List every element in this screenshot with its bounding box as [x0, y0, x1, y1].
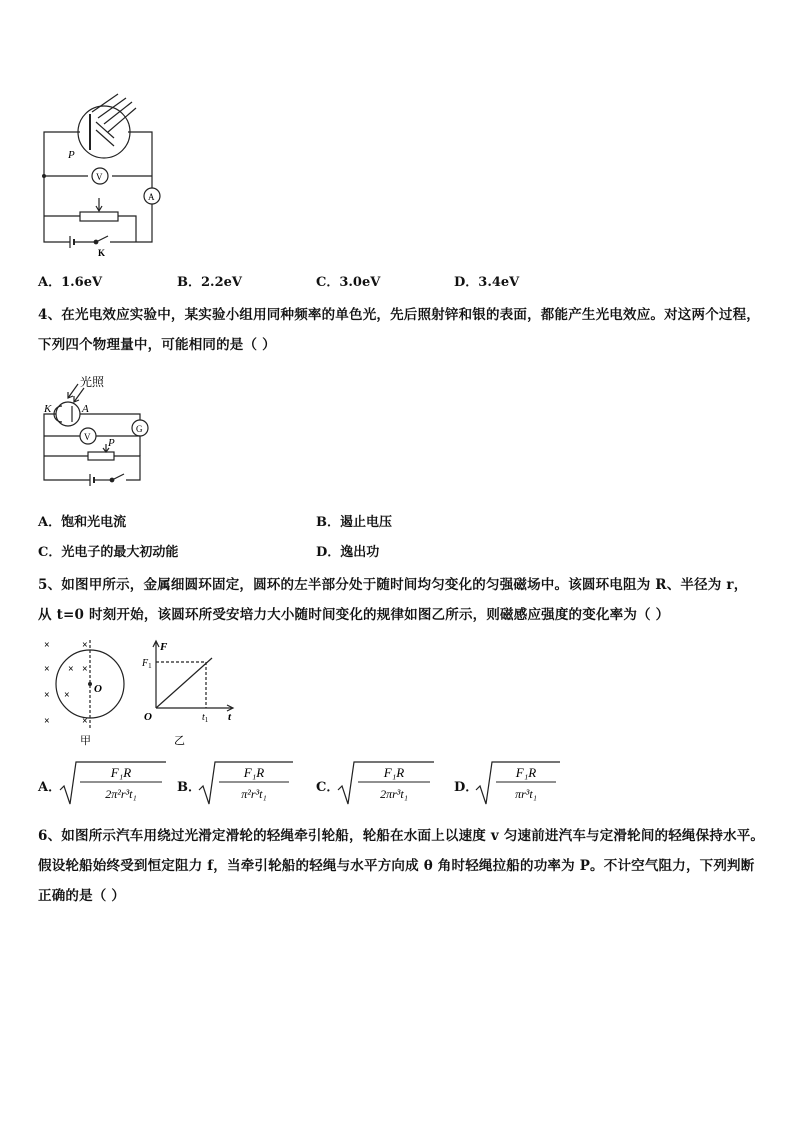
- q3-label-a: A: [148, 192, 155, 202]
- q5-figure-ring: [36, 636, 136, 746]
- q3-option-a[interactable]: A．1.6eV: [38, 275, 103, 290]
- q4-option-c[interactable]: C．光电子的最大初动能: [38, 545, 179, 560]
- q4-stem-line-1: 4、在光电效应实验中，某实验小组用同种频率的单色光，先后照射锌和银的表面，都能产生光电效应。对这两个过程，: [38, 307, 760, 323]
- q4-label-k: K: [44, 403, 52, 415]
- q5-graph-x-tick: $t_1$: [202, 712, 209, 724]
- q5-ring-center-label: O: [94, 683, 102, 695]
- svg-text:πr³t₁: πr³t₁: [515, 787, 537, 801]
- q4-option-d[interactable]: D．逸出功: [316, 545, 380, 560]
- q6-stem-line-3: 正确的是（ ）: [38, 888, 126, 904]
- q5-option-d-formula: [474, 760, 564, 808]
- q5-caption-a: 甲: [80, 735, 91, 746]
- q5-graph-y-tick: $F_1$: [142, 658, 152, 670]
- q5-graph-x-axis: t: [228, 711, 232, 723]
- q5-caption-b: 乙: [174, 735, 185, 746]
- q5-stem-line-1: 5、如图甲所示，金属细圆环固定，圆环的左半部分处于随时间均匀变化的匀强磁场中。该圆环电阻为 R、半径为 r，: [38, 577, 748, 593]
- svg-text:×: ×: [44, 664, 50, 675]
- q5-stem-line-2: 从 t=0 时刻开始，该圆环所受安培力大小随时间变化的规律如图乙所示，则磁感应强度的变化率为（ ）: [38, 607, 670, 623]
- q5-graph-y-axis: F: [160, 641, 168, 653]
- q4-label-v: V: [84, 432, 91, 442]
- svg-text:×: ×: [82, 640, 88, 651]
- svg-text:×: ×: [44, 716, 50, 727]
- svg-text:F₁R: F₁R: [515, 765, 537, 780]
- q3-circuit-diagram: [40, 92, 170, 260]
- svg-text:F₁R: F₁R: [110, 765, 132, 780]
- svg-text:×: ×: [44, 640, 50, 651]
- q4-label-a: A: [82, 403, 89, 415]
- q4-stem-line-2: 下列四个物理量中，可能相同的是（ ）: [38, 337, 276, 353]
- q4-option-b[interactable]: B．遏止电压: [316, 515, 393, 530]
- svg-text:×: ×: [68, 664, 74, 675]
- svg-text:×: ×: [64, 690, 70, 701]
- svg-text:2π²r³t₁: 2π²r³t₁: [105, 787, 137, 801]
- q3-option-c[interactable]: C．3.0eV: [316, 275, 381, 290]
- svg-text:×: ×: [82, 664, 88, 675]
- q5-option-b-formula: [197, 760, 297, 808]
- q5-option-a-formula: [58, 760, 168, 808]
- q3-label-p: P: [68, 149, 75, 161]
- q5-graph-origin: O: [144, 711, 152, 723]
- q5-figure-graph: [140, 636, 240, 746]
- q4-option-a[interactable]: A．饱和光电流: [38, 515, 127, 530]
- q5-option-c-formula: [336, 760, 436, 808]
- q4-light-label: 光照: [80, 375, 105, 389]
- q4-circuit-diagram: [40, 372, 160, 490]
- q5-magnetic-field-marks: [44, 640, 88, 727]
- svg-text:×: ×: [44, 690, 50, 701]
- svg-text:F₁R: F₁R: [243, 765, 265, 780]
- q3-label-k: K: [98, 248, 106, 258]
- q3-option-b[interactable]: B．2.2eV: [177, 275, 242, 290]
- svg-text:F₁R: F₁R: [383, 765, 405, 780]
- svg-text:×: ×: [82, 716, 88, 727]
- q3-label-v: V: [96, 172, 103, 182]
- q4-label-g: G: [136, 424, 143, 434]
- q6-stem-line-2: 假设轮船始终受到恒定阻力 f，当牵引轮船的轻绳与水平方向成 θ 角时轻绳拉船的功率为 P。不计空气阻力，下列判断: [38, 858, 755, 874]
- q6-stem-line-1: 6、如图所示汽车用绕过光滑定滑轮的轻绳牵引轮船，轮船在水面上以速度 v 匀速前进汽车与定滑轮间的轻绳保持水平。: [38, 828, 765, 844]
- svg-text:2πr³t₁: 2πr³t₁: [380, 787, 408, 801]
- q4-label-p: P: [108, 437, 115, 449]
- q3-option-d[interactable]: D．3.4eV: [454, 275, 520, 290]
- svg-text:π²r³t₁: π²r³t₁: [241, 787, 267, 801]
